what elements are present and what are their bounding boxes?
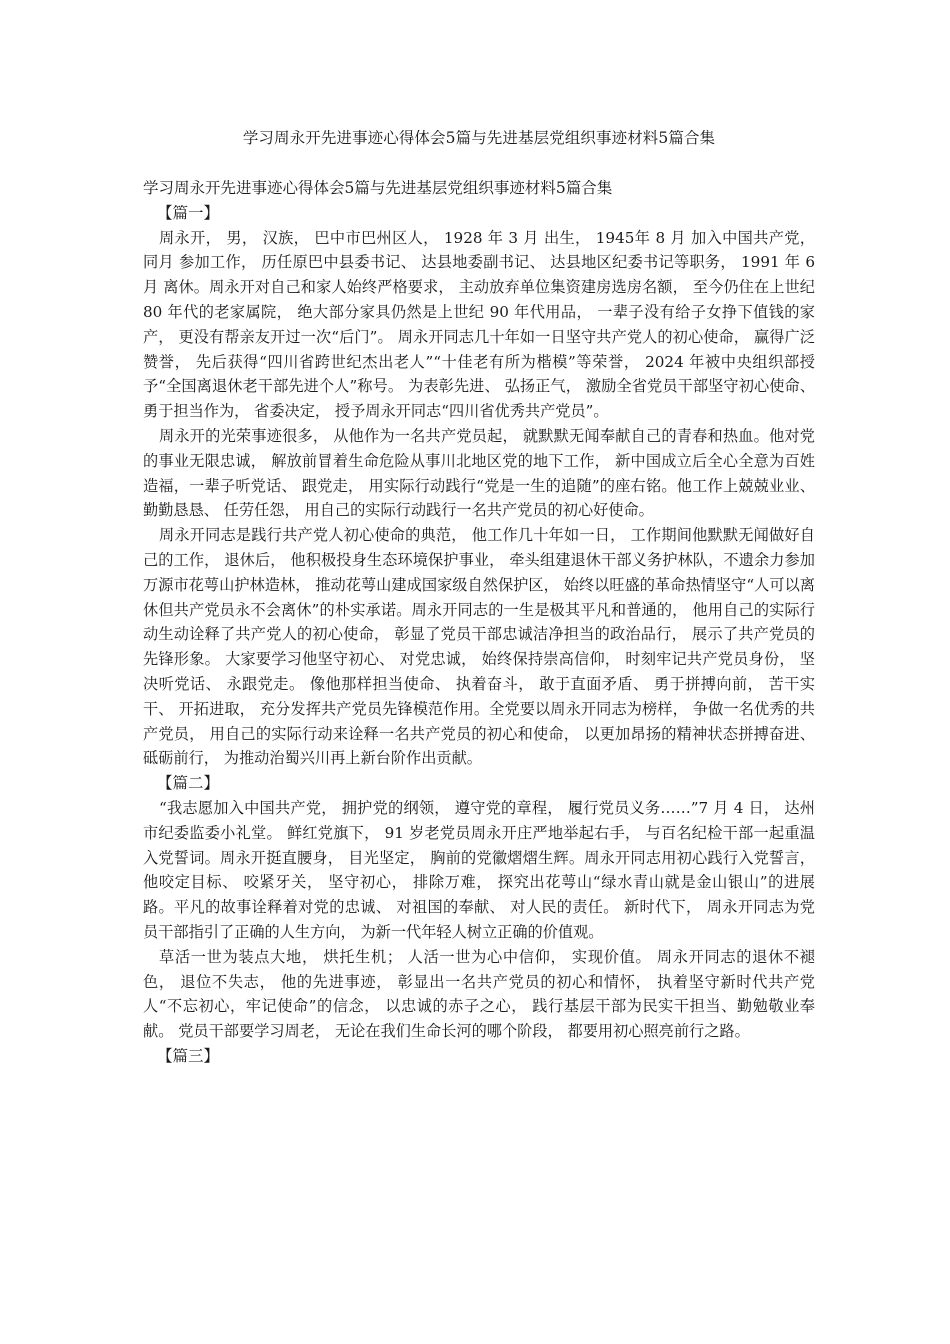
document-title: 学习周永开先进事迹心得体会5篇与先进基层党组织事迹材料5篇合集 bbox=[242, 129, 716, 147]
section-1-paragraph-1: 周永开， 男， 汉族， 巴中市巴州区人， 1928 年 3 月 出生， 1945年 8 月 加入中国共产党， 同月 参加工作， 历任原巴中县委书记、 达县地委副书记、 达县地区纪委书记等职务， 1991 年 6 月 离休。周永开对自己和家人始终严格要求， 主动放弃单位集资建房选房名额， 至今仍住在上世纪 80 年代的老家属院， 绝大部分家具仍然是上世纪 90 年代用品， 一辈子没有给子女挣下值钱的家产， 更没有帮亲友开过一次“后门”。 周永开同志几十年如一日坚守共产党人的初心使命， 赢得广泛赞誉， 先后获得“四川省跨世纪杰出老人”“十佳老有所为楷模”等荣誉， 2024 年被中央组织部授予“全国离退休老干部先进个人”称号。 为表彰先进、 弘扬正气， 激励全省党员干部坚守初心使命、 勇于担当作为， 省委决定， 授予周永开同志“四川省优秀共产党员”。 bbox=[143, 228, 815, 421]
section-2-paragraph-2: 草活一世为装点大地， 烘托生机； 人活一世为心中信仰， 实现价值。 周永开同志的退休不褪色， 退位不失志， 他的先进事迹， 彰显出一名共产党员的初心和情怀， 执着坚守新时代共产党人“不忘初心，牢记使命”的信念， 以忠诚的赤子之心， 践行基层干部为民实干担当、勤勉敬业奉献。 党员干部要学习周老， 无论在我们生命长河的哪个阶段， 都要用初心照亮前行之路。 bbox=[143, 947, 815, 1041]
section-1-label: 【篇一】 bbox=[157, 203, 220, 222]
document-subtitle: 学习周永开先进事迹心得体会5篇与先进基层党组织事迹材料5篇合集 bbox=[143, 179, 613, 197]
section-1-paragraph-3: 周永开同志是践行共产党人初心使命的典范， 他工作几十年如一日， 工作期间他默默无闻做好自己的工作， 退休后， 他积极投身生态环境保护事业， 牵头组建退休干部义务护林队，不遗余力参加万源市花萼山护林造林， 推动花萼山建成国家级自然保护区， 始终以旺盛的革命热情坚守“人可以离休但共产党员永不会离休”的朴实承诺。周永开同志的一生是极其平凡和普通的， 他用自己的实际行动生动诠释了共产党人的初心使命， 彰显了党员干部忠诚洁净担当的政治品行， 展示了共产党员的先锋形象。 大家要学习他坚守初心、 对党忠诚， 始终保持崇高信仰， 时刻牢记共产党员身份， 坚决听党话、 永跟党走。 像他那样担当使命、 执着奋斗， 敢于直面矛盾、 勇于拼搏向前， 苦干实干、 开拓进取， 充分发挥共产党员先锋模范作用。全党要以周永开同志为榜样， 争做一名优秀的共产党员， 用自己的实际行动来诠释一名共产党员的初心和使命， 以更加昂扬的精神状态拼搏奋进、 砥砺前行， 为推动治蜀兴川再上新台阶作出贡献。 bbox=[143, 526, 815, 768]
section-2-label: 【篇二】 bbox=[157, 774, 220, 793]
section-1-paragraph-2: 周永开的光荣事迹很多， 从他作为一名共产党员起， 就默默无闻奉献自己的青春和热血。他对党的事业无限忠诚， 解放前冒着生命危险从事川北地区党的地下工作， 新中国成立后全心全意为百姓造福，一辈子听党话、 跟党走， 用实际行动践行“党是一生的追随”的座右铭。他工作上兢兢业业、 勤勤恳恳、 任劳任怨， 用自己的实际行动践行一名共产党员的初心好使命。 bbox=[143, 426, 815, 520]
section-2-paragraph-1: “我志愿加入中国共产党， 拥护党的纲领， 遵守党的章程， 履行党员义务……”7 月 4 日， 达州市纪委监委小礼堂。 鲜红党旗下， 91 岁老党员周永开庄严地举起右手， 与百名纪检干部一起重温入党誓词。周永开挺直腰身， 目光坚定， 胸前的党徽熠熠生辉。周永开同志用初心践行入党誓言， 他咬定目标、 咬紧牙关， 坚守初心， 排除万难， 探究出花萼山“绿水青山就是金山银山”的进展路。平凡的故事诠释着对党的忠诚、 对祖国的奉献、 对人民的责任。 新时代下， 周永开同志为党员干部指引了正确的人生方向， 为新一代年轻人树立正确的价值观。 bbox=[143, 798, 815, 941]
section-3-label: 【篇三】 bbox=[157, 1046, 220, 1065]
document-body bbox=[143, 176, 815, 1069]
